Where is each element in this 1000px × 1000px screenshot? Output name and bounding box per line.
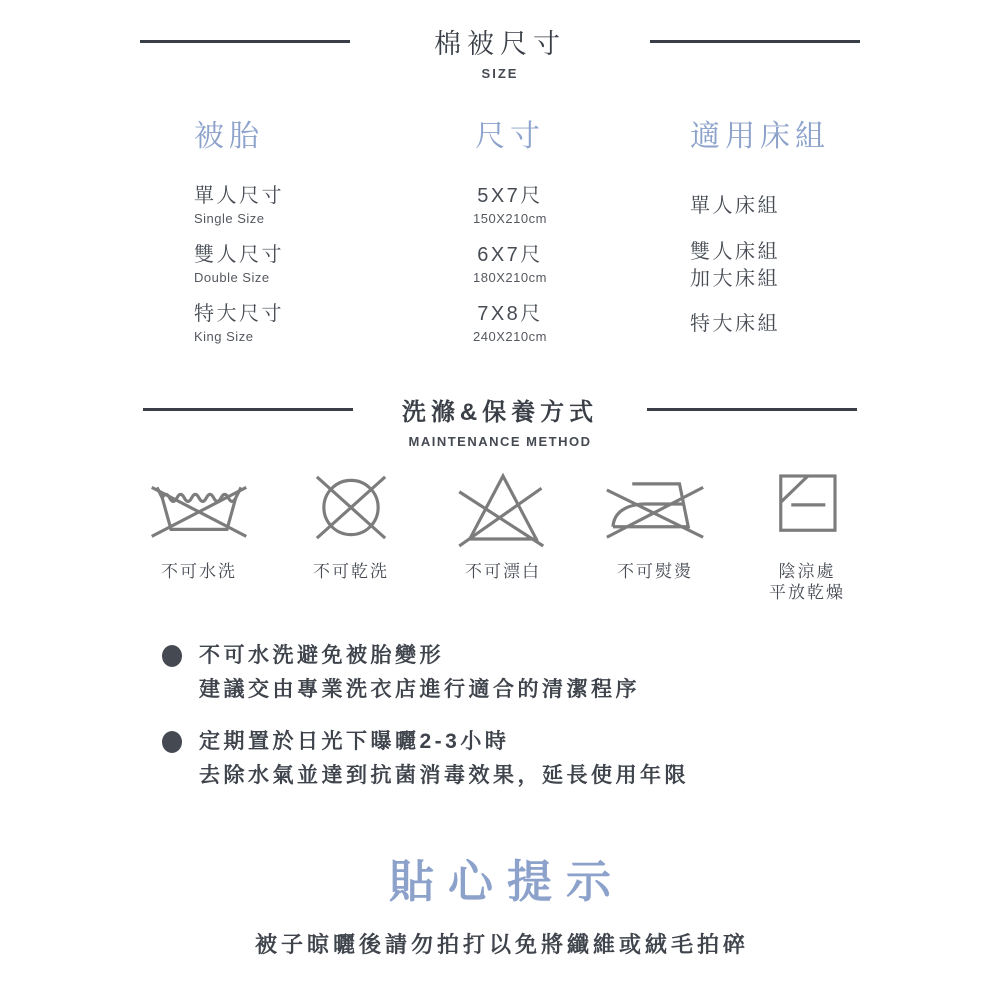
size-section-header	[0, 0, 1000, 81]
do-not-iron-icon	[602, 469, 708, 553]
row-name-en: Double Size	[194, 270, 270, 285]
size-section-subtitle: SIZE	[481, 66, 519, 81]
care-icon-label-line2: 平放乾燥	[769, 583, 845, 602]
care-section-title-row	[143, 392, 857, 427]
do-not-wash-icon	[146, 469, 252, 553]
column-header-bedset: 適用床組	[690, 120, 830, 153]
care-note	[162, 639, 1000, 707]
care-icons-row	[138, 469, 868, 603]
tip-section	[0, 845, 1000, 959]
table-row-single-name	[150, 177, 400, 236]
care-icon-label	[769, 561, 845, 603]
row-size-chi: 6X7尺	[477, 244, 543, 266]
row-name-zh: 雙人尺寸	[194, 244, 284, 266]
care-section-subtitle: MAINTENANCE METHOD	[408, 434, 592, 449]
table-row-double-bedset	[620, 236, 850, 295]
divider-line-left	[143, 408, 353, 411]
bullet-dot-icon	[162, 731, 182, 753]
care-icon-label: 不可水洗	[161, 562, 237, 581]
care-section-title: 洗滌&保養方式	[401, 399, 599, 426]
row-bedset: 雙人床組	[690, 240, 780, 263]
table-row-king-size	[400, 295, 620, 354]
row-size-chi: 7X8尺	[477, 303, 543, 325]
divider-line-left	[140, 40, 350, 43]
care-note-text	[199, 639, 640, 707]
column-header-size: 尺寸	[475, 120, 545, 153]
row-size-cm: 240X210cm	[473, 329, 547, 344]
care-icon-label: 不可乾洗	[313, 562, 389, 581]
tip-text: 被子晾曬後請勿拍打以免將纖維或絨毛拍碎	[254, 932, 749, 957]
row-size-cm: 150X210cm	[473, 211, 547, 226]
table-row-double-size	[400, 236, 620, 295]
care-note-line1: 不可水洗避免被胎變形	[199, 644, 444, 667]
table-row-single-size	[400, 177, 620, 236]
row-size-chi: 5X7尺	[477, 185, 543, 207]
care-note-line2: 建議交由專業洗衣店進行適合的清潔程序	[199, 678, 640, 701]
row-name-zh: 單人尺寸	[194, 185, 284, 207]
do-not-dryclean-icon	[298, 469, 404, 553]
table-row-king-name	[150, 295, 400, 354]
table-row-double-name	[150, 236, 400, 295]
care-note	[162, 725, 1000, 793]
column-header-duvet: 被胎	[194, 120, 264, 153]
care-icon-item	[746, 469, 868, 603]
row-bedset-2: 加大床組	[690, 267, 780, 290]
table-row-single-bedset	[620, 177, 850, 236]
care-note-line1: 定期置於日光下曝曬2-3小時	[199, 730, 510, 753]
row-name-zh: 特大尺寸	[194, 303, 284, 325]
care-note-line2: 去除水氣並達到抗菌消毒效果，延長使用年限	[199, 764, 689, 787]
size-table	[150, 111, 850, 354]
care-icon-label: 不可漂白	[465, 562, 541, 581]
care-notes	[162, 639, 1000, 793]
dry-flat-in-shade-icon	[754, 469, 860, 553]
row-size-cm: 180X210cm	[473, 270, 547, 285]
care-icon-item	[594, 469, 716, 603]
care-icon-item	[442, 469, 564, 603]
size-section-title: 棉被尺寸	[434, 29, 566, 59]
care-icon-item	[138, 469, 260, 603]
care-icon-label: 不可熨燙	[617, 562, 693, 581]
do-not-bleach-icon	[450, 469, 556, 553]
care-section-header	[0, 392, 1000, 449]
care-note-text	[199, 725, 689, 793]
row-bedset: 特大床組	[690, 313, 780, 335]
bullet-dot-icon	[162, 645, 182, 667]
row-name-en: Single Size	[194, 211, 265, 226]
care-icon-item	[290, 469, 412, 603]
row-name-en: King Size	[194, 329, 254, 344]
divider-line-right	[650, 40, 860, 43]
tip-title: 貼心提示	[388, 856, 625, 907]
size-section-title-row	[140, 22, 860, 61]
table-row-king-bedset	[620, 295, 850, 354]
divider-line-right	[647, 408, 857, 411]
care-icon-label-line1: 陰涼處	[778, 562, 836, 581]
row-bedset: 單人床組	[690, 195, 780, 217]
